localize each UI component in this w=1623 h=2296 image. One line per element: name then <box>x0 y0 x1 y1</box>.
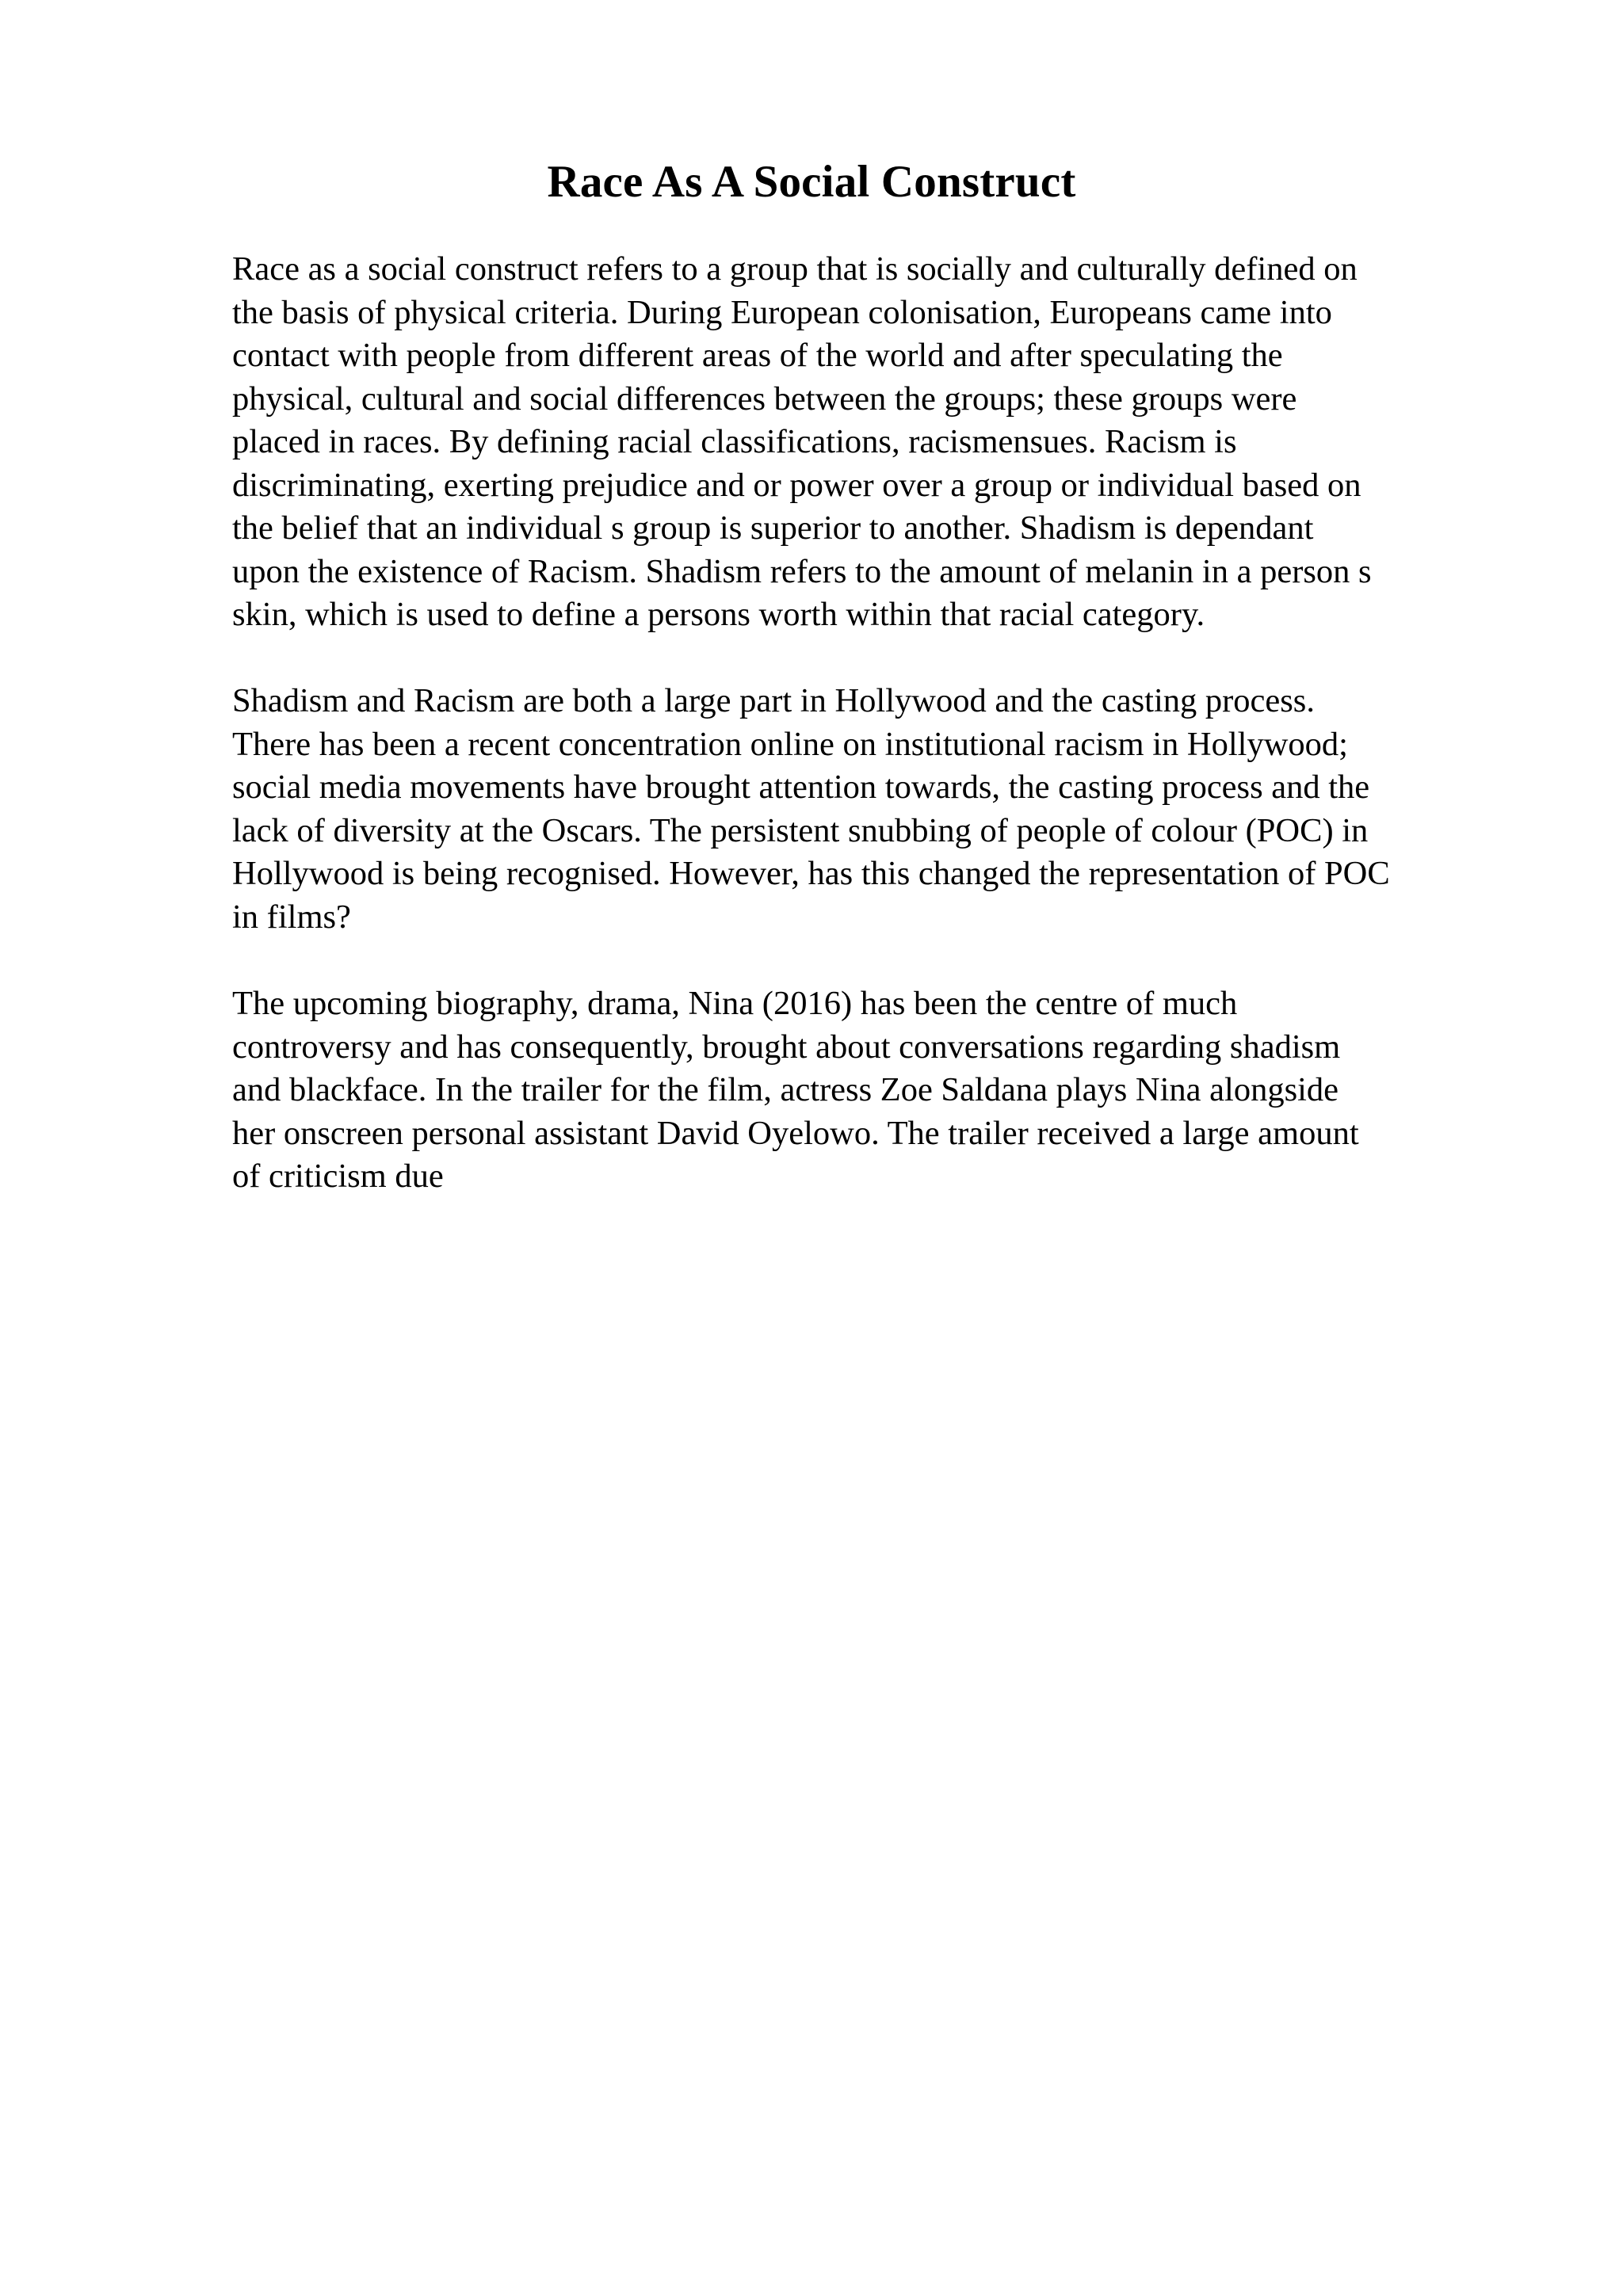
paragraph-line: physical, cultural and social differences between the groups; these groups were <box>232 379 1297 418</box>
paragraph-line: contact with people from different areas of the world and after speculating the <box>232 337 1283 374</box>
paragraph-line: lack of diversity at the Oscars. The persistent snubbing of people of colour (POC) in <box>232 811 1369 849</box>
paragraph-line: of criticism due <box>232 1158 444 1195</box>
paragraph-line: There has been a recent concentration online on institutional racism in Hollywood; <box>232 725 1348 763</box>
paragraph-1 <box>232 248 1500 637</box>
paragraph-line: upon the existence of Racism. Shadism refers to the amount of melanin in a person s <box>232 552 1372 590</box>
paragraph-line: placed in races. By defining racial classifications, racismensues. Racism is <box>232 423 1237 460</box>
paragraph-line: and blackface. In the trailer for the film, actress Zoe Saldana plays Nina alongside <box>232 1071 1339 1108</box>
paragraph-line: the belief that an individual s group is superior to another. Shadism is dependant <box>232 509 1314 547</box>
paragraph-line: in films? <box>232 898 351 936</box>
paragraph-line: Race as a social construct refers to a group that is socially and culturally defined on <box>232 250 1358 288</box>
paragraph-2 <box>232 680 1500 939</box>
document-title: Race As A Social Construct <box>547 157 1076 207</box>
paragraph-line: Hollywood is being recognised. However, has this changed the representation of POC <box>232 855 1390 892</box>
paragraph-line: Shadism and Racism are both a large part in Hollywood and the casting process. <box>232 682 1315 719</box>
paragraph-line: The upcoming biography, drama, Nina (2016) has been the centre of much <box>232 985 1238 1022</box>
paragraph-line: her onscreen personal assistant David Oyelowo. The trailer received a large amount <box>232 1114 1359 1152</box>
paragraph-line: controversy and has consequently, brought about conversations regarding shadism <box>232 1028 1341 1066</box>
paragraph-3 <box>232 982 1500 1199</box>
paragraph-line: the basis of physical criteria. During European colonisation, Europeans came into <box>232 293 1332 331</box>
paragraph-line: discriminating, exerting prejudice and or power over a group or individual based on <box>232 466 1361 504</box>
paragraph-line: social media movements have brought attention towards, the casting process and the <box>232 769 1370 806</box>
paragraph-line: skin, which is used to define a persons worth within that racial category. <box>232 596 1205 633</box>
